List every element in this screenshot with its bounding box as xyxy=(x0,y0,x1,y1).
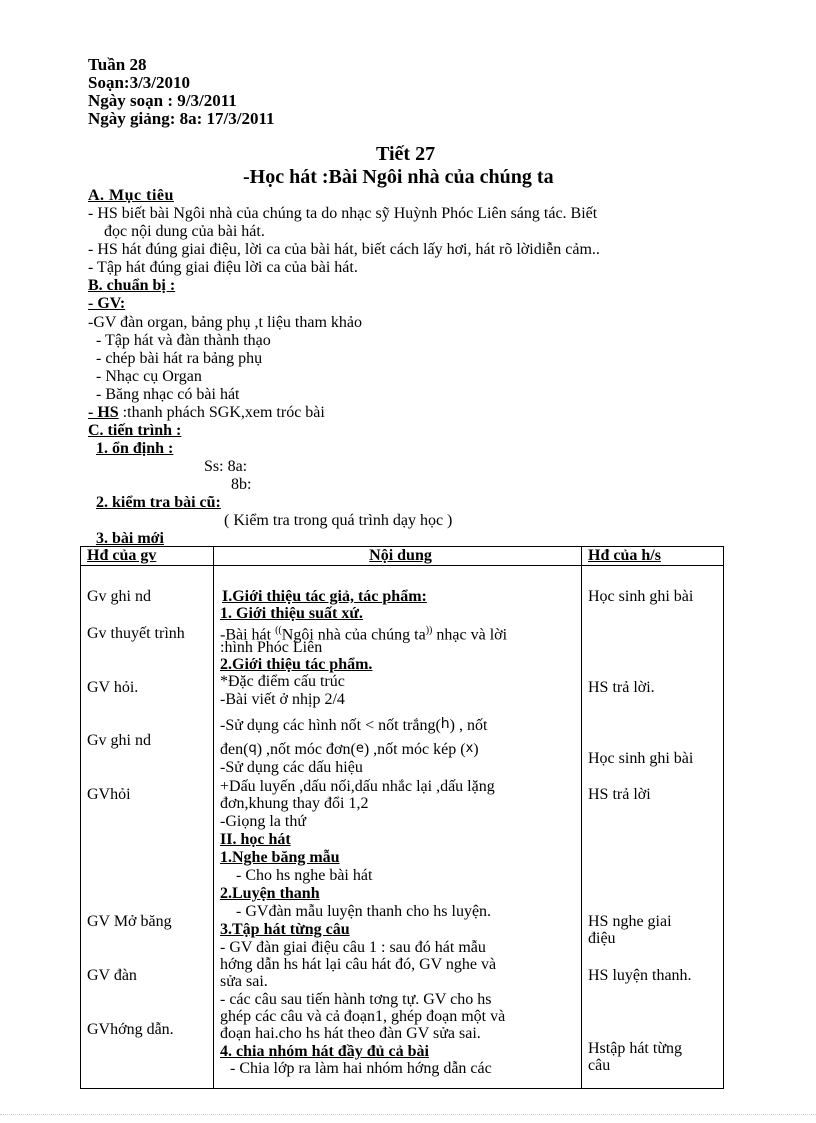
student-activity: HS luyện thanh. xyxy=(588,967,692,984)
content-text: ) , nốt xyxy=(449,717,488,734)
gv-item: - Băng nhạc có bài hát xyxy=(96,386,240,403)
hs-label: - HS xyxy=(88,404,119,421)
student-column xyxy=(582,566,724,1089)
content-line: - GV đàn giai điệu câu 1 : sau đó hát mẫu xyxy=(220,939,486,956)
close-quote-icon: )) xyxy=(425,625,433,636)
content-line xyxy=(220,740,479,758)
teacher-activity: GV Mở băng xyxy=(87,913,172,930)
gv-item: - Tập hát và đàn thành thạo xyxy=(96,332,271,349)
teacher-activity: Gv ghi nd xyxy=(87,732,151,749)
hs-text: :thanh phách SGK,xem tróc bài xyxy=(118,404,325,421)
teach-date: Ngày giảng: 8a: 17/3/2011 xyxy=(88,109,275,128)
ss-8b: 8b: xyxy=(231,476,252,493)
quarter-note-icon: q xyxy=(248,741,257,756)
content-column xyxy=(214,566,582,1089)
content-line: đơn,khung thay đổi 1,2 xyxy=(220,795,369,812)
ss-8a: Ss: 8a: xyxy=(204,458,248,475)
content-line: hớng dẫn hs hát lại câu hát đó, GV nghe và xyxy=(220,956,497,973)
lesson-number: Tiết 27 xyxy=(376,143,436,165)
teacher-activity: Gv thuyết trình xyxy=(87,625,185,642)
eighth-note-icon: e xyxy=(355,741,364,756)
student-activity: HS trả lời. xyxy=(588,679,655,696)
content-text: nhạc và lời xyxy=(432,626,508,644)
header-teacher: Hđ của gv xyxy=(81,547,214,566)
subsection-heading: 3.Tập hát từng câu xyxy=(220,921,350,938)
lesson-title: -Học hát :Bài Ngôi nhà của chúng ta xyxy=(243,166,554,188)
header-student: Hđ của h/s xyxy=(582,547,724,566)
content-line: - Chia lớp ra làm hai nhóm hớng dẫn các xyxy=(230,1060,492,1077)
subsection-heading: 2.Luyện thanh xyxy=(220,885,320,902)
content-line: -Bài viết ở nhịp 2/4 xyxy=(220,691,345,708)
student-activity: HS trả lời xyxy=(588,786,651,803)
content-text: ) ,nốt móc đơn( xyxy=(256,741,356,758)
section-heading: I.Giới thiệu tác giả, tác phẩm: xyxy=(222,588,427,605)
gv-heading: - GV: xyxy=(88,295,126,312)
teacher-activity: Gv ghi nd xyxy=(87,588,151,605)
song-name: Ngôi nhà của chúng ta xyxy=(281,626,426,644)
teacher-column xyxy=(81,566,214,1089)
student-activity: HS nghe giai xyxy=(588,913,672,930)
new-lesson-heading: 3. bài mới xyxy=(96,530,164,547)
content-text: -Sử dụng các hình nốt < nốt trắng( xyxy=(220,717,441,734)
objective-line: đọc nội dung của bài hát. xyxy=(104,223,265,240)
open-quote-icon: (( xyxy=(275,625,282,636)
prep-heading: B. chuẩn bị : xyxy=(88,277,176,294)
student-activity: Học sinh ghi bài xyxy=(588,588,694,605)
check-heading: 2. kiểm tra bài cũ: xyxy=(96,494,221,511)
page-edge xyxy=(0,1114,816,1115)
student-activity: Hstập hát từng xyxy=(588,1040,682,1057)
objective-line: - HS biết bài Ngôi nhà của chúng ta do nhạc sỹ Huỳnh Phóc Liên sáng tác. Biết xyxy=(88,205,598,222)
half-note-icon: h xyxy=(440,716,450,732)
lesson-table xyxy=(80,546,724,1089)
table-row xyxy=(81,566,724,1089)
content-line: *Đặc điểm cấu trúc xyxy=(220,673,345,690)
stabilize-heading: 1. ổn định : xyxy=(96,440,174,457)
subsection-heading: 1.Nghe băng mẫu xyxy=(220,849,340,866)
gv-item: - Nhạc cụ Organ xyxy=(96,368,202,385)
content-line: +Dấu luyến ,dấu nối,dấu nhắc lại ,dấu lặng xyxy=(220,778,495,795)
content-line xyxy=(220,716,487,734)
content-line: - các câu sau tiến hành tơng tự. GV cho hs xyxy=(220,991,492,1008)
content-text: ) xyxy=(473,741,479,758)
content-line: đoạn hai.cho hs hát theo đàn GV sửa sai. xyxy=(220,1025,481,1042)
content-text: ) ,nốt móc kép ( xyxy=(363,741,466,758)
teacher-activity: GV đàn xyxy=(87,967,137,984)
gv-item: -GV đàn organ, bảng phụ ,t liệu tham khảo xyxy=(88,314,363,331)
teacher-activity: GVhỏi xyxy=(87,786,131,803)
objective-line: - HS hát đúng giai điệu, lời ca của bài hát, biết cách lấy hơi, hát rõ lờidiễn cảm.. xyxy=(88,241,600,258)
check-text: ( Kiểm tra trong quá trình dạy học ) xyxy=(224,512,453,529)
objectives-heading: A. Mục tiêu xyxy=(88,187,174,204)
content-line: -Sử dụng các dấu hiệu xyxy=(220,759,363,776)
subsection-heading: 4. chia nhóm hát đầy đủ cả bài xyxy=(220,1043,429,1060)
teacher-activity: GV hỏi. xyxy=(87,679,139,696)
hs-prep-line xyxy=(88,404,325,422)
student-activity: điệu xyxy=(588,930,616,947)
content-line: sửa sai. xyxy=(220,973,268,990)
content-line: ghép các câu và cả đoạn1, ghép đoạn một và xyxy=(220,1008,506,1025)
student-activity: câu xyxy=(588,1057,611,1074)
content-line: - Cho hs nghe bài hát xyxy=(236,867,373,884)
week-label: Tuần 28 xyxy=(88,55,147,74)
process-heading: C. tiến trình : xyxy=(88,422,182,439)
content-line: -Giọng la thứ xyxy=(220,813,306,830)
content-text: -Bài hát xyxy=(220,626,276,644)
sixteenth-note-icon: x xyxy=(465,741,474,756)
teacher-activity: GVhớng dẫn. xyxy=(87,1021,174,1038)
subsection-heading: 2.Giới thiệu tác phẩm. xyxy=(220,656,373,673)
content-line: - GVđàn mẫu luyện thanh cho hs luyện. xyxy=(236,903,492,920)
subsection-heading: 1. Giới thiệu suất xứ. xyxy=(220,605,363,622)
content-line: :hình Phóc Liên xyxy=(220,639,323,656)
table-header-row xyxy=(81,547,724,566)
section-heading: II. học hát xyxy=(220,831,291,848)
objective-line: - Tập hát đúng giai điệu lời ca của bài hát. xyxy=(88,259,358,276)
gv-item: - chép bài hát ra bảng phụ xyxy=(96,350,263,367)
compose-label: Soạn:3/3/2010 xyxy=(88,73,191,92)
student-activity: Học sinh ghi bài xyxy=(588,750,694,767)
content-text: đen( xyxy=(220,741,249,758)
header-content: Nội dung xyxy=(214,547,582,566)
compose-date: Ngày soạn : 9/3/2011 xyxy=(88,91,237,110)
